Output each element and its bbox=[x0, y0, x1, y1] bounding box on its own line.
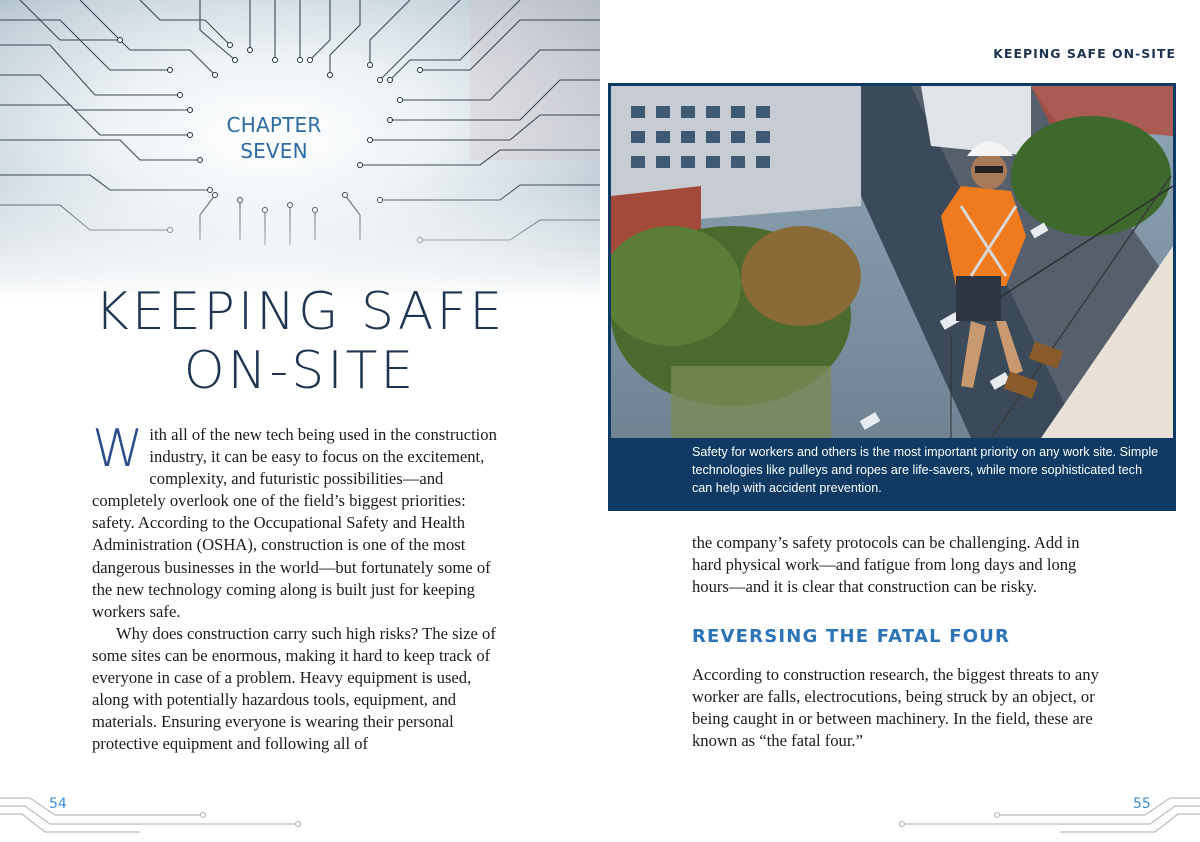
chapter-title-line2: ON-SITE bbox=[183, 341, 417, 401]
left-body-text bbox=[92, 419, 510, 755]
chapter-label-line2: SEVEN bbox=[240, 139, 308, 163]
drop-cap: W bbox=[92, 419, 144, 479]
chapter-label bbox=[174, 112, 374, 164]
paragraph-1-text: ith all of the new tech being used in the construction industry, it can be easy to focus on the excitement, complexity, and futuristic possibilities—and completely overlook one of the field’s biggest priorities: safety. According to the Occupational Safety and Health Administration (OSHA), construction is one of the most dangerous businesses in the world—but fortunately some of the new technology coming along is built just for keeping workers safe. bbox=[92, 425, 497, 621]
running-head: KEEPING SAFE ON-SITE bbox=[993, 46, 1176, 61]
photo-caption: Safety for workers and others is the most important priority on any work site. Simple technologies like pulleys and ropes are life-savers, while more sophisticated tech can help with accident prevention. bbox=[692, 445, 1159, 495]
chapter-label-line1: CHAPTER bbox=[226, 113, 322, 137]
right-body-text-2 bbox=[692, 664, 1112, 752]
right-page bbox=[600, 0, 1200, 842]
paragraph-1 bbox=[92, 419, 510, 623]
section-heading: REVERSING THE FATAL FOUR bbox=[692, 626, 1011, 647]
paragraph-3: According to construction research, the biggest threats to any worker are falls, electrocutions, being struck by an object, or being caught in or between machinery. In the field, these are known as “the fatal four.” bbox=[692, 665, 1099, 751]
page-number-right: 55 bbox=[1133, 796, 1151, 812]
paragraph-2: Why does construction carry such high risks? The size of some sites can be enormous, making it hard to keep track of everyone in case of a problem. Heavy equipment is used, along with potentially hazardous tools, equipment, and materials. Ensuring everyone is wearing their personal protective equipment and following all of bbox=[92, 623, 496, 754]
circuit-trace-art bbox=[0, 780, 320, 842]
chapter-title-line1: KEEPING SAFE bbox=[94, 282, 506, 342]
page-number-left: 54 bbox=[49, 796, 67, 812]
paragraph-continued: the company’s safety protocols can be challenging. Add in hard physical work—and fatigue from long days and long hours—and it is clear that construction can be risky. bbox=[692, 533, 1080, 597]
photo-with-caption bbox=[608, 83, 1176, 511]
right-body-text bbox=[692, 532, 1112, 598]
circuit-trace-art-right bbox=[880, 780, 1200, 842]
chapter-title bbox=[60, 283, 540, 401]
rope-access-worker-photo bbox=[611, 86, 1173, 438]
